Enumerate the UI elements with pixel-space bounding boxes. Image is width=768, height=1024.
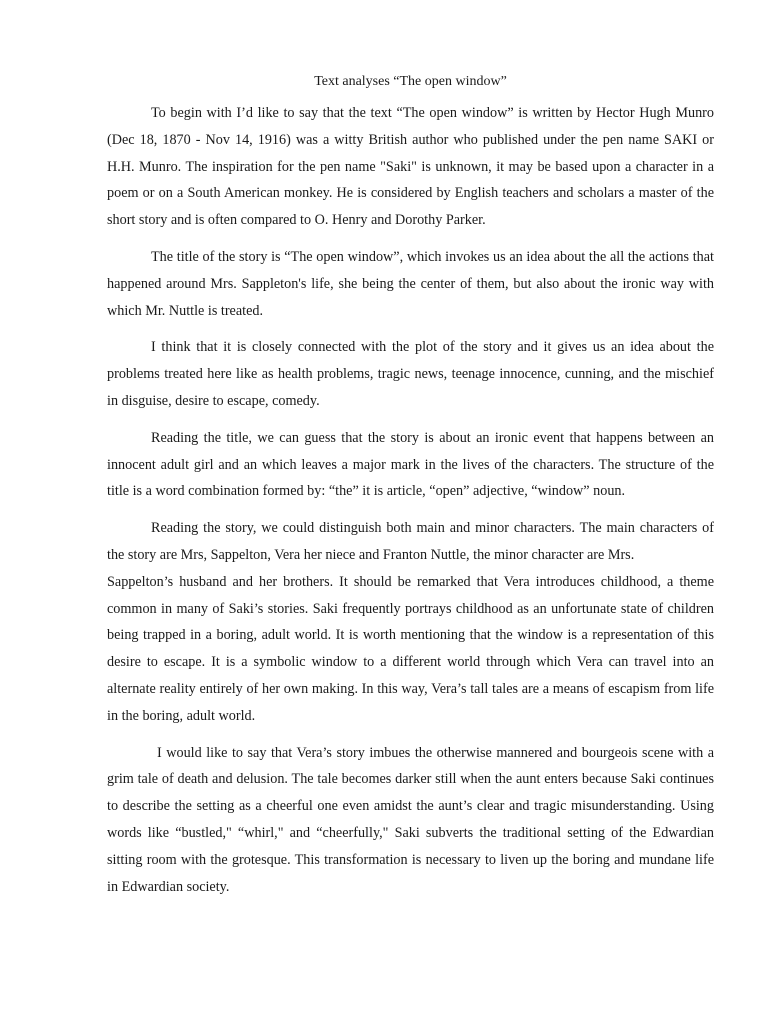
paragraph-plot-connection: I think that it is closely connected with the plot of the story and it gives us an idea about the problems treated here like as health problems, tragic news, teenage innocence, cunning, and the mischief in disguise, desire to escape, comedy. xyxy=(107,339,714,409)
paragraph-title-structure: Reading the title, we can guess that the story is about an ironic event that happens between an innocent adult girl and an which leaves a major mark in the lives of the characters. The structure of the title is a word combination formed by: “the” it is article, “open” adjective, “window” noun. xyxy=(107,429,714,500)
paragraph-childhood-theme: Sappelton’s husband and her brothers. It should be remarked that Vera introduces childhood, a theme common in many of Saki’s stories. Saki frequently portrays childhood as an unfortunate state of children being trapped in a boring, adult world. It is worth mentioning that the window is a representation of this desire to escape. It is a symbolic window to a different world through which Vera can travel into an alternate reality entirely of her own making. In this way, Vera’s tall tales are a means of escapism from life in the boring, adult world. xyxy=(107,573,714,724)
document-page xyxy=(107,72,714,910)
paragraph-characters: Reading the story, we could distinguish both main and minor characters. The main characters of the story are Mrs, Sappelton, Vera her niece and Franton Nuttle, the minor character are Mrs. xyxy=(107,520,714,563)
paragraph-vera-story: I would like to say that Vera’s story imbues the otherwise mannered and bourgeois scene with a grim tale of death and delusion. The tale becomes darker still when the aunt enters because Saki continues to describe the setting as a cheerful one even amidst the aunt’s clear and tragic misunderstanding. Using words like “bustled," “whirl," and “cheerfully," Saki subverts the traditional setting of the Edwardian sitting room with the grotesque. This transformation is necessary to liven up the boring and mundane life in Edwardian society. xyxy=(107,744,714,895)
paragraph-author-intro: To begin with I’d like to say that the text “The open window” is written by Hector Hugh Munro (Dec 18, 1870 - Nov 14, 1916) was a witty British author who published under the pen name SAKI or H.H. Munro. The inspiration for the pen name "Saki" is unknown, it may be based upon a character in a poem or on a South American monkey. He is considered by English teachers and scholars a master of the short story and is often compared to O. Henry and Dorothy Parker. xyxy=(107,105,714,229)
document-title: Text analyses “The open window” xyxy=(314,74,507,89)
paragraph-title-meaning: The title of the story is “The open window”, which invokes us an idea about the all the actions that happened around Mrs. Sappleton's life, she being the center of them, but also about the ironic way with which Mr. Nuttle is treated. xyxy=(107,248,714,319)
